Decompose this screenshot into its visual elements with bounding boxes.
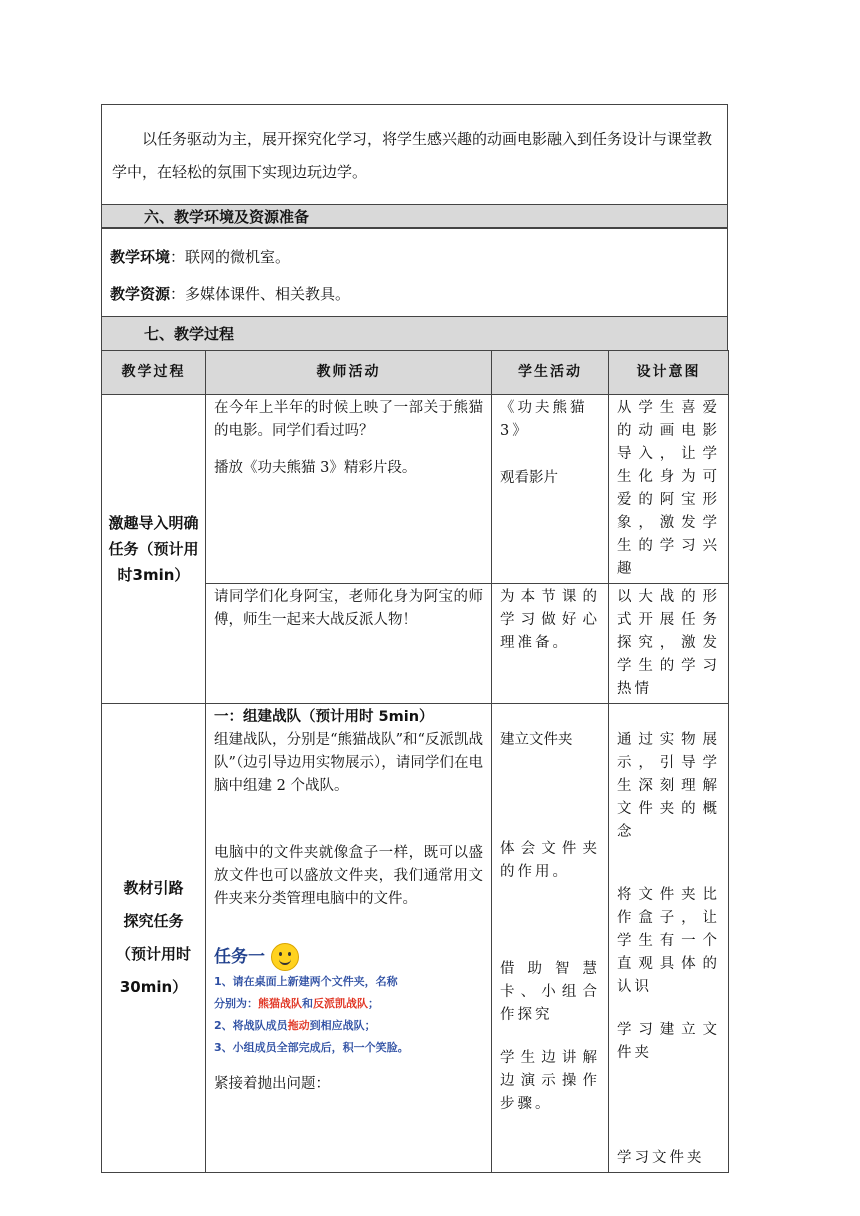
task-card-image [214,943,470,1065]
resource-line [110,276,719,313]
intro-paragraph: 以任务驱动为主，展开探究化学习，将学生感兴趣的动画电影融入到任务设计与课堂教学中，在轻松的氛围下实现边玩边学。 [101,104,728,204]
header-student: 学生活动 [492,351,609,395]
env-line [110,239,719,276]
student-text: 观看影片 [500,470,558,486]
task-line: 2、将战队成员拖动到相应战队； [214,1019,376,1032]
table-row [102,704,729,1173]
section-7-title: 七、教学过程 [101,316,728,350]
student-text: 借助智慧卡、小组合作探究 [500,961,600,1023]
teacher-text: 在今年上半年的时候上映了一部关于熊猫的电影。同学们看过吗？ [214,400,483,439]
teacher-activity [206,395,492,584]
student-text: 建立文件夹 [500,732,573,748]
student-activity [492,704,609,1173]
design-intent [609,704,729,1173]
stage-2-line: 30min） [119,978,188,996]
stage-2-line: 教材引路 [123,879,184,897]
section-6-title: 六、教学环境及资源准备 [101,204,728,228]
process-table [101,350,729,1173]
document-page [101,104,728,1173]
table-header-row [102,351,729,395]
teacher-text: 电脑中的文件夹就像盒子一样，既可以盛放文件也可以盛放文件夹，我们通常用文件夹来分类管理电脑中的文件。 [214,845,483,907]
teacher-text: 组建战队，分别是“熊猫战队”和“反派凯战队”（边引导边用实物展示），请同学们在电脑中组建 2 个战队。 [214,732,483,794]
task-card-title [214,943,470,971]
design-text: 通过实物展示，引导学生深刻理解文件夹的概念 [617,732,720,840]
header-teacher: 教师活动 [206,351,492,395]
task-line: 3、小组成员全部完成后，积一个笑脸。 [214,1041,409,1054]
env-value: ：联网的微机室。 [170,248,291,266]
design-text: 将文件夹比作盒子，让学生有一个直观具体的认识 [617,887,720,995]
student-activity: 为本节课的学习做好心理准备。 [492,584,609,704]
student-text: 《功夫熊猫3》 [500,400,588,439]
smiley-icon [271,943,299,971]
design-text: 学习建立文件夹 [617,1022,720,1061]
stage-2-line: 探究任务 [123,912,184,930]
teacher-text: 紧接着抛出问题： [214,1076,330,1092]
task-line: 分别为：熊猫战队和反派凯战队； [214,997,379,1010]
header-design: 设计意图 [609,351,729,395]
teacher-activity: 请同学们化身阿宝，老师化身为阿宝的师傅，师生一起来大战反派人物！ [206,584,492,704]
header-stage: 教学过程 [102,351,206,395]
stage-2-name [102,704,206,1173]
design-intent: 以大战的形式开展任务探究，激发学生的学习热情 [609,584,729,704]
teacher-activity [206,704,492,1173]
student-text: 体会文件夹的作用。 [500,841,600,880]
design-intent: 从学生喜爱的动画电影导入，让学生化身为可爱的阿宝形象，激发学生的学习兴趣 [609,395,729,584]
task-title-text: 任务一 [214,946,265,967]
student-activity [492,395,609,584]
stage-2-line: （预计用时 [115,945,191,963]
table-row [102,395,729,584]
design-text: 学习文件夹 [617,1150,705,1166]
res-value: ：多媒体课件、相关教具。 [170,285,351,303]
student-text: 学生边讲解边演示操作步骤。 [500,1050,600,1112]
env-label: 教学环境 [110,248,171,266]
stage-1-name: 激趣导入明确任务（预计用时3min） [102,395,206,704]
environment-block [101,228,728,316]
teacher-text: 播放《功夫熊猫 3》精彩片段。 [214,460,417,476]
teacher-heading: 一：组建战队（预计用时 5min） [214,709,434,725]
task-line: 1、请在桌面上新建两个文件夹，名称 [214,975,398,988]
res-label: 教学资源 [110,285,171,303]
